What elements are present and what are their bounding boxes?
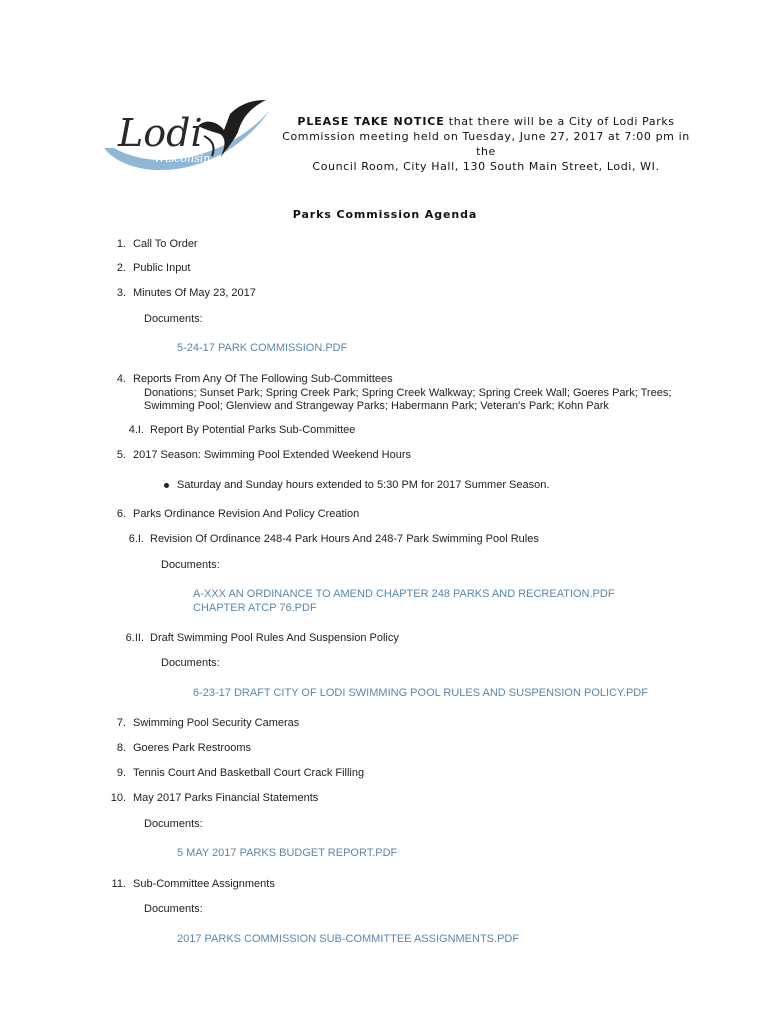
item-number: 11.: [111, 878, 126, 890]
documents-label: Documents:: [144, 818, 203, 830]
item-number: 9.: [116, 767, 126, 779]
bullet-icon: [164, 483, 169, 488]
sub-committee-list-line-1: Donations; Sunset Park; Spring Creek Park; Spring Creek Walkway; Spring Creek Wall; Goeres Park; Trees;: [144, 387, 672, 399]
item-number: 10.: [110, 792, 126, 804]
agenda-item-minutes: Minutes Of May 23, 2017: [133, 287, 256, 299]
agenda-item-goeres-restrooms: Goeres Park Restrooms: [133, 742, 251, 754]
agenda-item-court-crack-filling: Tennis Court And Basketball Court Crack Filling: [133, 767, 365, 779]
notice-heading: PLEASE TAKE NOTICE: [297, 115, 445, 128]
item-number: 2.: [116, 262, 126, 274]
item-number: 6.: [116, 508, 126, 520]
agenda-item-ordinance-revision: Parks Ordinance Revision And Policy Creation: [133, 508, 360, 520]
item-number: 6.I.: [128, 533, 144, 545]
item-number: 6.II.: [125, 632, 144, 644]
item-number: 5.: [116, 449, 126, 461]
document-link[interactable]: 2017 PARKS COMMISSION SUB-COMMITTEE ASSIGNMENTS.PDF: [177, 933, 520, 945]
agenda-subitem-ordinance-248: Revision Of Ordinance 248-4 Park Hours And 248-7 Park Swimming Pool Rules: [150, 533, 539, 545]
notice-line-1: that there will be a City of Lodi Parks: [444, 115, 675, 128]
agenda-item-security-cameras: Swimming Pool Security Cameras: [133, 717, 300, 729]
sub-committee-list-line-2: Swimming Pool; Glenview and Strangeway Parks; Habermann Park; Veteran's Park; Kohn Park: [144, 400, 609, 412]
documents-label: Documents:: [161, 657, 220, 669]
documents-label: Documents:: [144, 313, 203, 325]
document-link[interactable]: CHAPTER ATCP 76.PDF: [193, 602, 317, 614]
agenda-item-call-to-order: Call To Order: [133, 238, 198, 250]
meeting-notice: [280, 114, 692, 174]
item-number: 4.I.: [128, 424, 144, 436]
agenda-subitem-pool-rules: Draft Swimming Pool Rules And Suspension Policy: [150, 632, 399, 644]
notice-line-2: Commission meeting held on Tuesday, June 27, 2017 at 7:00 pm in the: [282, 130, 690, 158]
agenda-item-public-input: Public Input: [133, 262, 191, 274]
documents-label: Documents:: [161, 559, 220, 571]
agenda-item-financial-statements: May 2017 Parks Financial Statements: [133, 792, 319, 804]
agenda-item-pool-hours: 2017 Season: Swimming Pool Extended Weekend Hours: [133, 449, 412, 461]
document-link[interactable]: A-XXX AN ORDINANCE TO AMEND CHAPTER 248 PARKS AND RECREATION.PDF: [193, 588, 615, 600]
item-number: 3.: [116, 287, 126, 299]
agenda-subitem-potential-parks: Report By Potential Parks Sub-Committee: [150, 424, 356, 436]
item-number: 7.: [116, 717, 126, 729]
document-link[interactable]: 5-24-17 PARK COMMISSION.PDF: [177, 342, 348, 354]
svg-text:Lodi: Lodi: [118, 111, 203, 155]
svg-text:Wisconsin: Wisconsin: [154, 152, 211, 165]
lodi-logo: [100, 96, 278, 182]
item-number: 8.: [116, 742, 126, 754]
agenda-item-sub-committee-assignments: Sub-Committee Assignments: [133, 878, 275, 890]
item-number: 1.: [116, 238, 126, 250]
document-link[interactable]: 5 MAY 2017 PARKS BUDGET REPORT.PDF: [177, 847, 398, 859]
bullet-text: Saturday and Sunday hours extended to 5:30 PM for 2017 Summer Season.: [177, 479, 550, 491]
document-link[interactable]: 6-23-17 DRAFT CITY OF LODI SWIMMING POOL RULES AND SUSPENSION POLICY.PDF: [193, 687, 648, 699]
documents-label: Documents:: [144, 903, 203, 915]
notice-line-3: Council Room, City Hall, 130 South Main Street, Lodi, WI.: [312, 160, 660, 173]
agenda-item-sub-committee-reports: Reports From Any Of The Following Sub-Committees: [133, 373, 393, 385]
agenda-title: Parks Commission Agenda: [292, 208, 478, 221]
item-number: 4.: [116, 373, 126, 385]
